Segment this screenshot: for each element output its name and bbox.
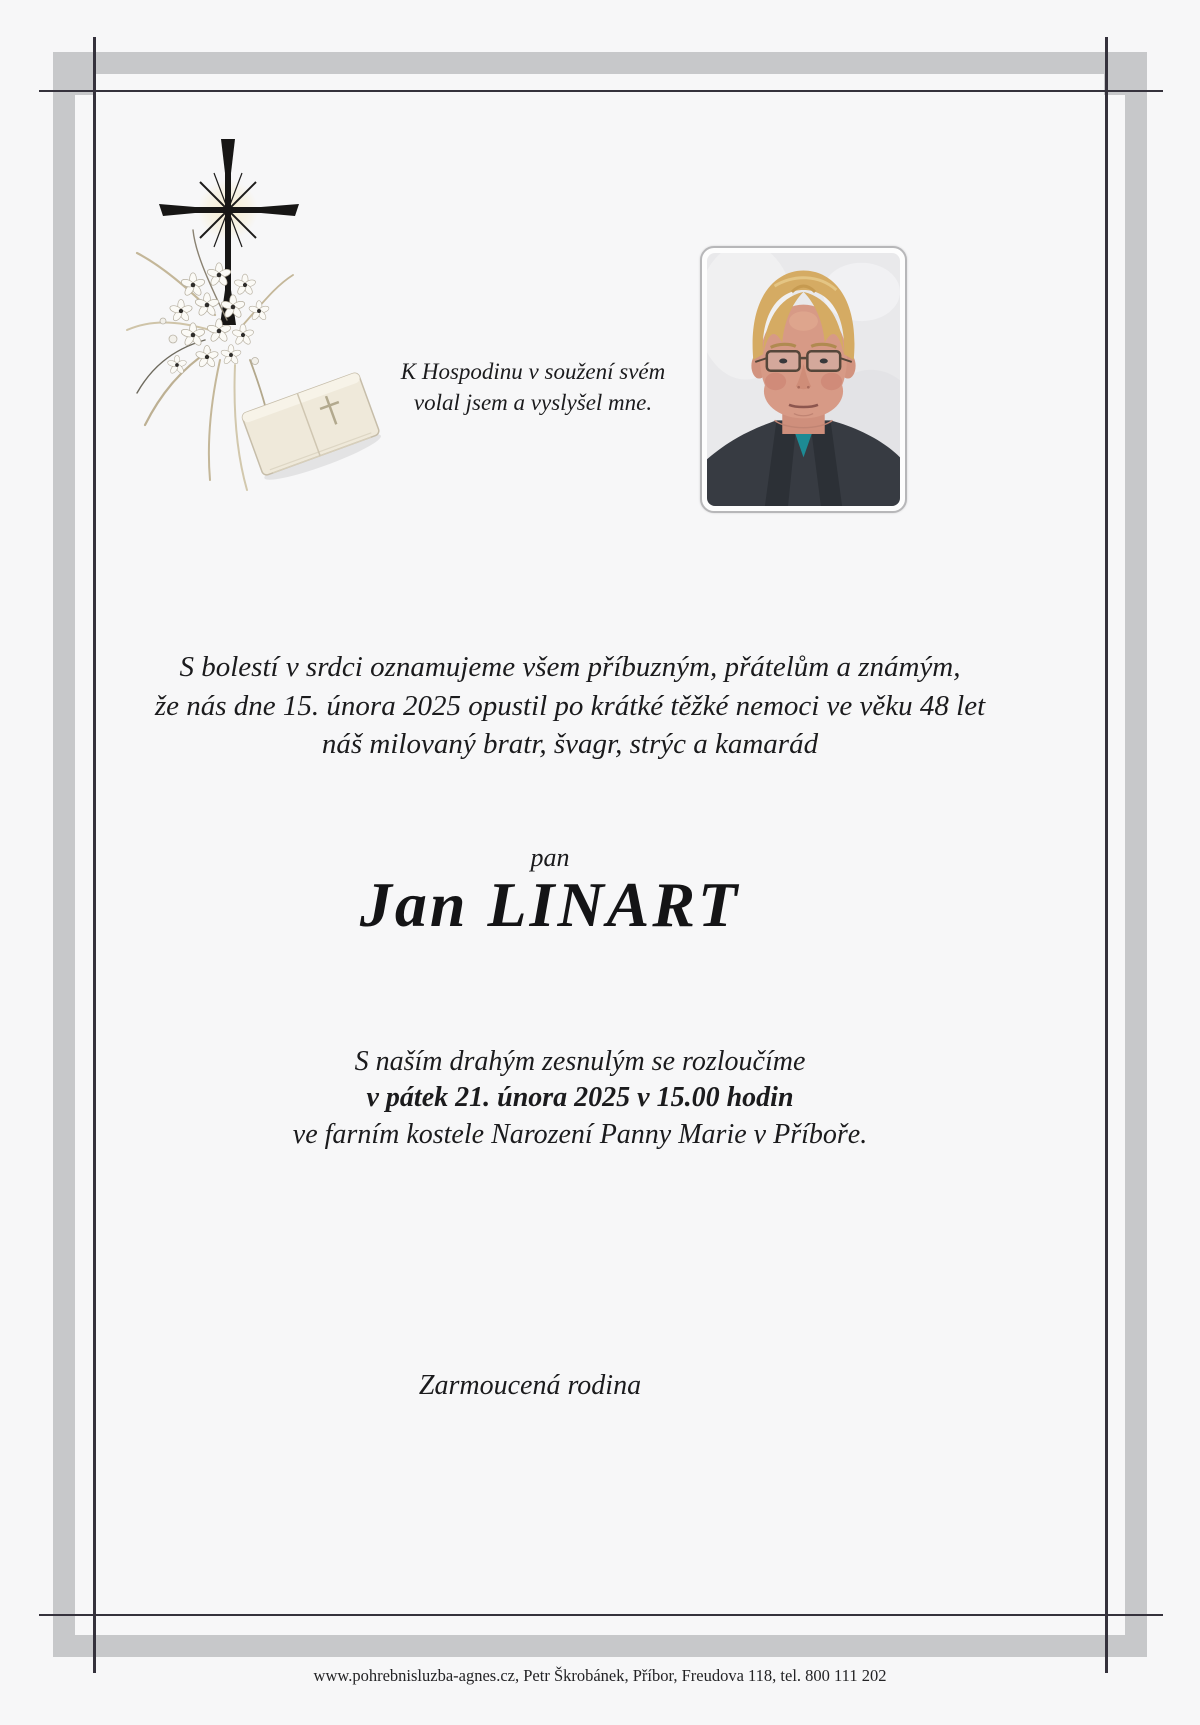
- announcement-line-1: S bolestí v srdci oznamujeme všem příbuzným, přátelům a známým,: [179, 651, 961, 683]
- honorific: pan: [530, 843, 570, 872]
- cross-icon: [159, 139, 299, 325]
- frame-rule-bottom: [39, 1614, 1163, 1616]
- closing-signature: Zarmoucená rodina: [418, 1370, 642, 1401]
- quote-line-2: volal jsem a vyslyšel mne.: [413, 390, 653, 416]
- announcement-line-3: náš milovaný bratr, švagr, strýc a kamarád: [321, 728, 819, 761]
- cross-and-flowers-decoration: [115, 125, 395, 525]
- frame-silver-top: [53, 52, 1147, 74]
- pearl: [169, 335, 177, 343]
- book-icon: [241, 372, 384, 487]
- ceremony-date-time: v pátek 21. února 2025 v 15.00 hodin: [366, 1082, 794, 1114]
- portrait-photo: [700, 246, 907, 513]
- ceremony-details: [70, 1044, 1090, 1153]
- funeral-service-footer: www.pohrebnisluzba-agnes.cz, Petr Škrobánek, Příbor, Freudova 118, tel. 800 111 202: [313, 1666, 887, 1685]
- quote-line-1: K Hospodinu v soužení svém: [400, 359, 666, 384]
- ceremony-line-1: S naším drahým zesnulým se rozloučíme: [354, 1046, 806, 1077]
- ceremony-place: ve farním kostele Narození Panny Marie v Příboře.: [292, 1118, 868, 1150]
- frame-silver-bottom: [75, 1635, 1147, 1657]
- announcement-line-2: že nás dne 15. února 2025 opustil po krátké těžké nemoci ve věku 48 let: [154, 689, 986, 722]
- announcement-text: [60, 648, 1080, 764]
- scripture-quote: [368, 356, 698, 418]
- pearl: [160, 318, 166, 324]
- frame-rule-right: [1105, 37, 1108, 1673]
- pearl: [252, 358, 259, 365]
- frame-rule-top: [39, 90, 1163, 92]
- frame-silver-right: [1125, 52, 1147, 1657]
- deceased-name: Jan LINART: [359, 869, 741, 940]
